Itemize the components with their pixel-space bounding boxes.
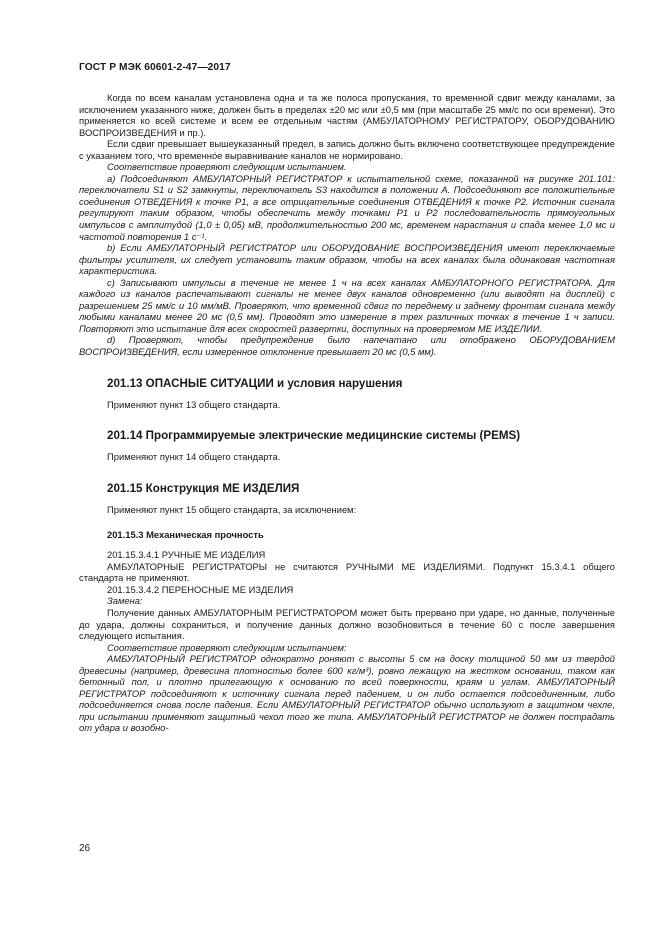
spacer <box>79 495 615 504</box>
running-header: ГОСТ Р МЭК 60601-2-47—2017 <box>79 62 231 73</box>
compliance-item-d: d) Проверяют, чтобы предупреждение было напечатано или отображено ОБОРУДОВАНИЕМ ВОСПРОИЗВЕДЕНИЯ, если измеренное отклонение превышает 20 мс (0,5 мм). <box>79 334 615 358</box>
section-14-heading: 201.14 Программируемые электрические медицинские системы (PEMS) <box>107 429 521 443</box>
compliance-item-c: с) Записывают импульсы в течение не менее 1 ч на всех каналах АМБУЛАТОРНОГО РЕГИСТРАТОРА. Для каждого из каналов распечатывают сигналы не менее двух каналов одновременно (или выводят на дисплей) с разрешением 25 мм/с и 10 мм/мВ. Проверяют, что временной сдвиг по переднему и заднему фронтам сигнала между любыми каналами менее 20 мс (0,5 мм). Проводят это измерение в трех различных точках в течение 1 ч записи. Повторяют это испытание для всех скоростей развертки, доступных на проверяемом МЕ ИЗДЕЛИИ. <box>79 276 615 334</box>
spacer <box>79 463 615 482</box>
subsection-heading: 201.15.3 Механическая прочность <box>107 529 264 541</box>
clause-text: Получение данных АМБУЛАТОРНЫМ РЕГИСТРАТОРОМ может быть прервано при ударе, но данные, полученные до удара, должны сохраниться, и получение данных должно возобновиться в течение 60 с после завершения следующего испытания. <box>79 606 615 642</box>
section-14-text: Применяют пункт 14 общего стандарта. <box>107 451 281 463</box>
section-15-heading: 201.15 Конструкция МЕ ИЗДЕЛИЯ <box>107 481 300 495</box>
spacer <box>79 410 615 429</box>
intro-paragraph: Когда по всем каналам установлена одна и та же полоса пропускания, то временной сдвиг между каналами, за исключением указанного ниже, должен быть в пределах ±20 мс или ±0,5 мм (при масштабе 25 мм/с по оси времени). Это применяется ко всей системе и всем ее отдельным частям (АМБУЛАТОРНОМУ РЕГИСТРАТОРУ, ОБОРУДОВАНИЮ ВОСПРОИЗВЕДЕНИЯ и пр.). <box>79 92 615 138</box>
spacer <box>79 390 615 399</box>
section-15-text: Применяют пункт 15 общего стандарта, за исключением: <box>107 503 357 515</box>
page-content <box>79 92 615 734</box>
spacer <box>79 442 615 451</box>
compliance-item-a: а) Подсоединяют АМБУЛАТОРНЫЙ РЕГИСТРАТОР к испытательной схеме, показанной на рисунке 201.101: переключатели S1 и S2 замкнуты, переключатель S3 находится в положении А. Подсоединяют все положительные соединения ОТВЕДЕНИЯ к точке Р1, а все отрицательные соединения ОТВЕДЕНИЯ к точке Р2. Источник сигнала регулируют таким образом, чтобы обеспечить между точками Р1 и Р2 последовательность прямоугольных импульсов с амплитудой (1,0 ± 0,05) мВ, продолжительностью 200 мс, временем нарастания и спада менее 1,0 мс и частотой повторения 1 с⁻¹. <box>79 172 615 242</box>
clause-text: АМБУЛАТОРНЫЕ РЕГИСТРАТОРЫ не считаются РУЧНЫМИ МЕ ИЗДЕЛИЯМИ. Подпункт 15.3.4.1 общего стандарта не применяют. <box>79 560 615 584</box>
compliance-item-b: b) Если АМБУЛАТОРНЫЙ РЕГИСТРАТОР или ОБОРУДОВАНИЕ ВОСПРОИЗВЕДЕНИЯ имеют переключаемые фильтры усилителя, их следует установить таким образом, чтобы на всех каналах была одинаковая частотная характеристика. <box>79 242 615 277</box>
compliance-paragraph: Соответствие проверяют следующим испытанием. <box>107 161 347 173</box>
spacer <box>79 540 615 549</box>
replacement-label: Замена: <box>107 595 143 607</box>
intro-paragraph: Если сдвиг превышает вышеуказанный предел, в запись должно быть включено соответствующее предупреждение с указанием того, что временнóе выравнивание каналов не нормировано. <box>79 138 615 161</box>
section-13-text: Применяют пункт 13 общего стандарта. <box>107 398 281 410</box>
compliance-paragraph: Соответствие проверяют следующим испытанием: <box>107 641 347 653</box>
clause-title: 201.15.3.4.2 ПЕРЕНОСНЫЕ МЕ ИЗДЕЛИЯ <box>107 583 294 595</box>
section-13-heading: 201.13 ОПАСНЫЕ СИТУАЦИИ и условия нарушения <box>107 376 403 390</box>
spacer <box>79 358 615 377</box>
spacer <box>79 515 615 529</box>
page-number: 26 <box>79 843 91 854</box>
clause-title: 201.15.3.4.1 РУЧНЫЕ МЕ ИЗДЕЛИЯ <box>107 549 266 561</box>
drop-test-paragraph: АМБУЛАТОРНЫЙ РЕГИСТРАТОР однократно роняют с высоты 5 см на доску толщиной 50 мм из твердой древесины (например, древесина плотностью более 600 кг/м³), ровно лежащую на жестком основании, таком как бетонный пол, и плотно прилегающую к основанию по всей поверхности, краям и углам. АМБУЛАТОРНЫЙ РЕГИСТРАТОР подсоединяют к источнику сигнала перед падением, и он либо остается подсоединенным, либо подсоединяется снова после падения. Если АМБУЛАТОРНЫЙ РЕГИСТРАТОР обычно используют в защитном чехле, при испытании применяют защитный чехол того же типа. АМБУЛАТОРНЫЙ РЕГИСТРАТОР не должен пострадать от удара и возобно- <box>79 653 615 734</box>
